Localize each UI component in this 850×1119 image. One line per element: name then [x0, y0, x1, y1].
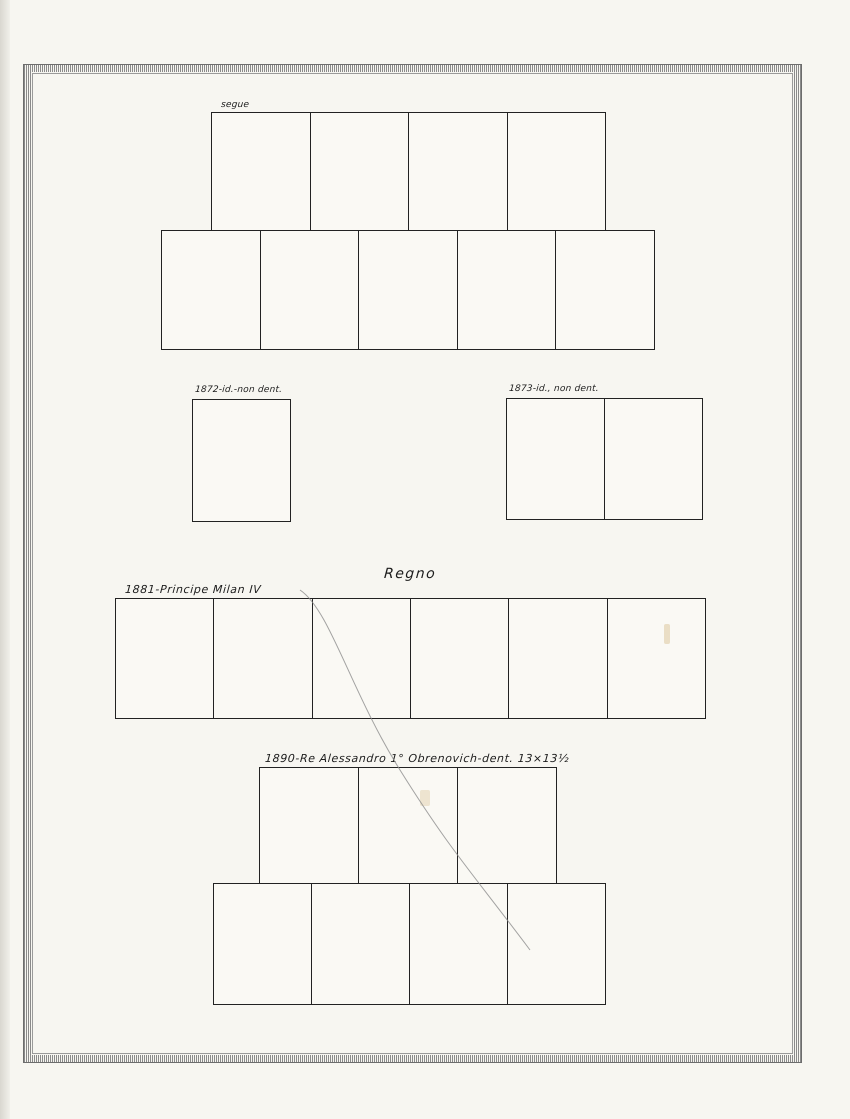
stamp-space[interactable] — [212, 113, 311, 230]
stamp-space[interactable] — [608, 599, 705, 718]
stamp-space[interactable] — [116, 599, 214, 718]
stamp-space[interactable] — [409, 113, 508, 230]
page-edge — [0, 0, 10, 1119]
stamp-space[interactable] — [507, 399, 605, 519]
stamp-space[interactable] — [359, 768, 458, 884]
stamp-space[interactable] — [312, 884, 410, 1004]
stamp-row-1872 — [192, 399, 291, 522]
stamp-space[interactable] — [313, 599, 411, 718]
section-label-1890: 1890-Re Alessandro 1° Obrenovich-dent. 13×13½ — [264, 752, 570, 765]
stamp-space[interactable] — [508, 884, 605, 1004]
stamp-space[interactable] — [410, 884, 508, 1004]
section-label-1873: 1873-id., non dent. — [508, 384, 600, 394]
stamp-space[interactable] — [311, 113, 410, 230]
paper-stain — [420, 790, 430, 806]
stamp-space[interactable] — [214, 884, 312, 1004]
section-label-1872: 1872-id.-non dent. — [194, 385, 283, 395]
stamp-space[interactable] — [359, 231, 458, 349]
stamp-space[interactable] — [509, 599, 607, 718]
stamp-row-segue-top — [211, 112, 606, 231]
stamp-space[interactable] — [508, 113, 606, 230]
stamp-space[interactable] — [162, 231, 261, 349]
stamp-space[interactable] — [214, 599, 312, 718]
stamp-space[interactable] — [261, 231, 360, 349]
paper-stain — [664, 624, 670, 644]
stamp-space[interactable] — [193, 400, 290, 521]
stamp-space[interactable] — [260, 768, 359, 884]
section-label-1881: 1881-Principe Milan IV — [124, 583, 262, 596]
section-label-segue: segue — [220, 100, 250, 110]
stamp-row-segue-bottom — [161, 230, 655, 350]
stamp-row-1890-bottom — [213, 883, 606, 1005]
section-heading-regno: Regno — [383, 566, 437, 582]
stamp-row-1881 — [115, 598, 706, 719]
stamp-space[interactable] — [458, 768, 556, 884]
stamp-space[interactable] — [411, 599, 509, 718]
stamp-row-1873 — [506, 398, 703, 520]
stamp-space[interactable] — [556, 231, 654, 349]
stamp-row-1890-top — [259, 767, 557, 885]
stamp-space[interactable] — [605, 399, 702, 519]
stamp-space[interactable] — [458, 231, 557, 349]
